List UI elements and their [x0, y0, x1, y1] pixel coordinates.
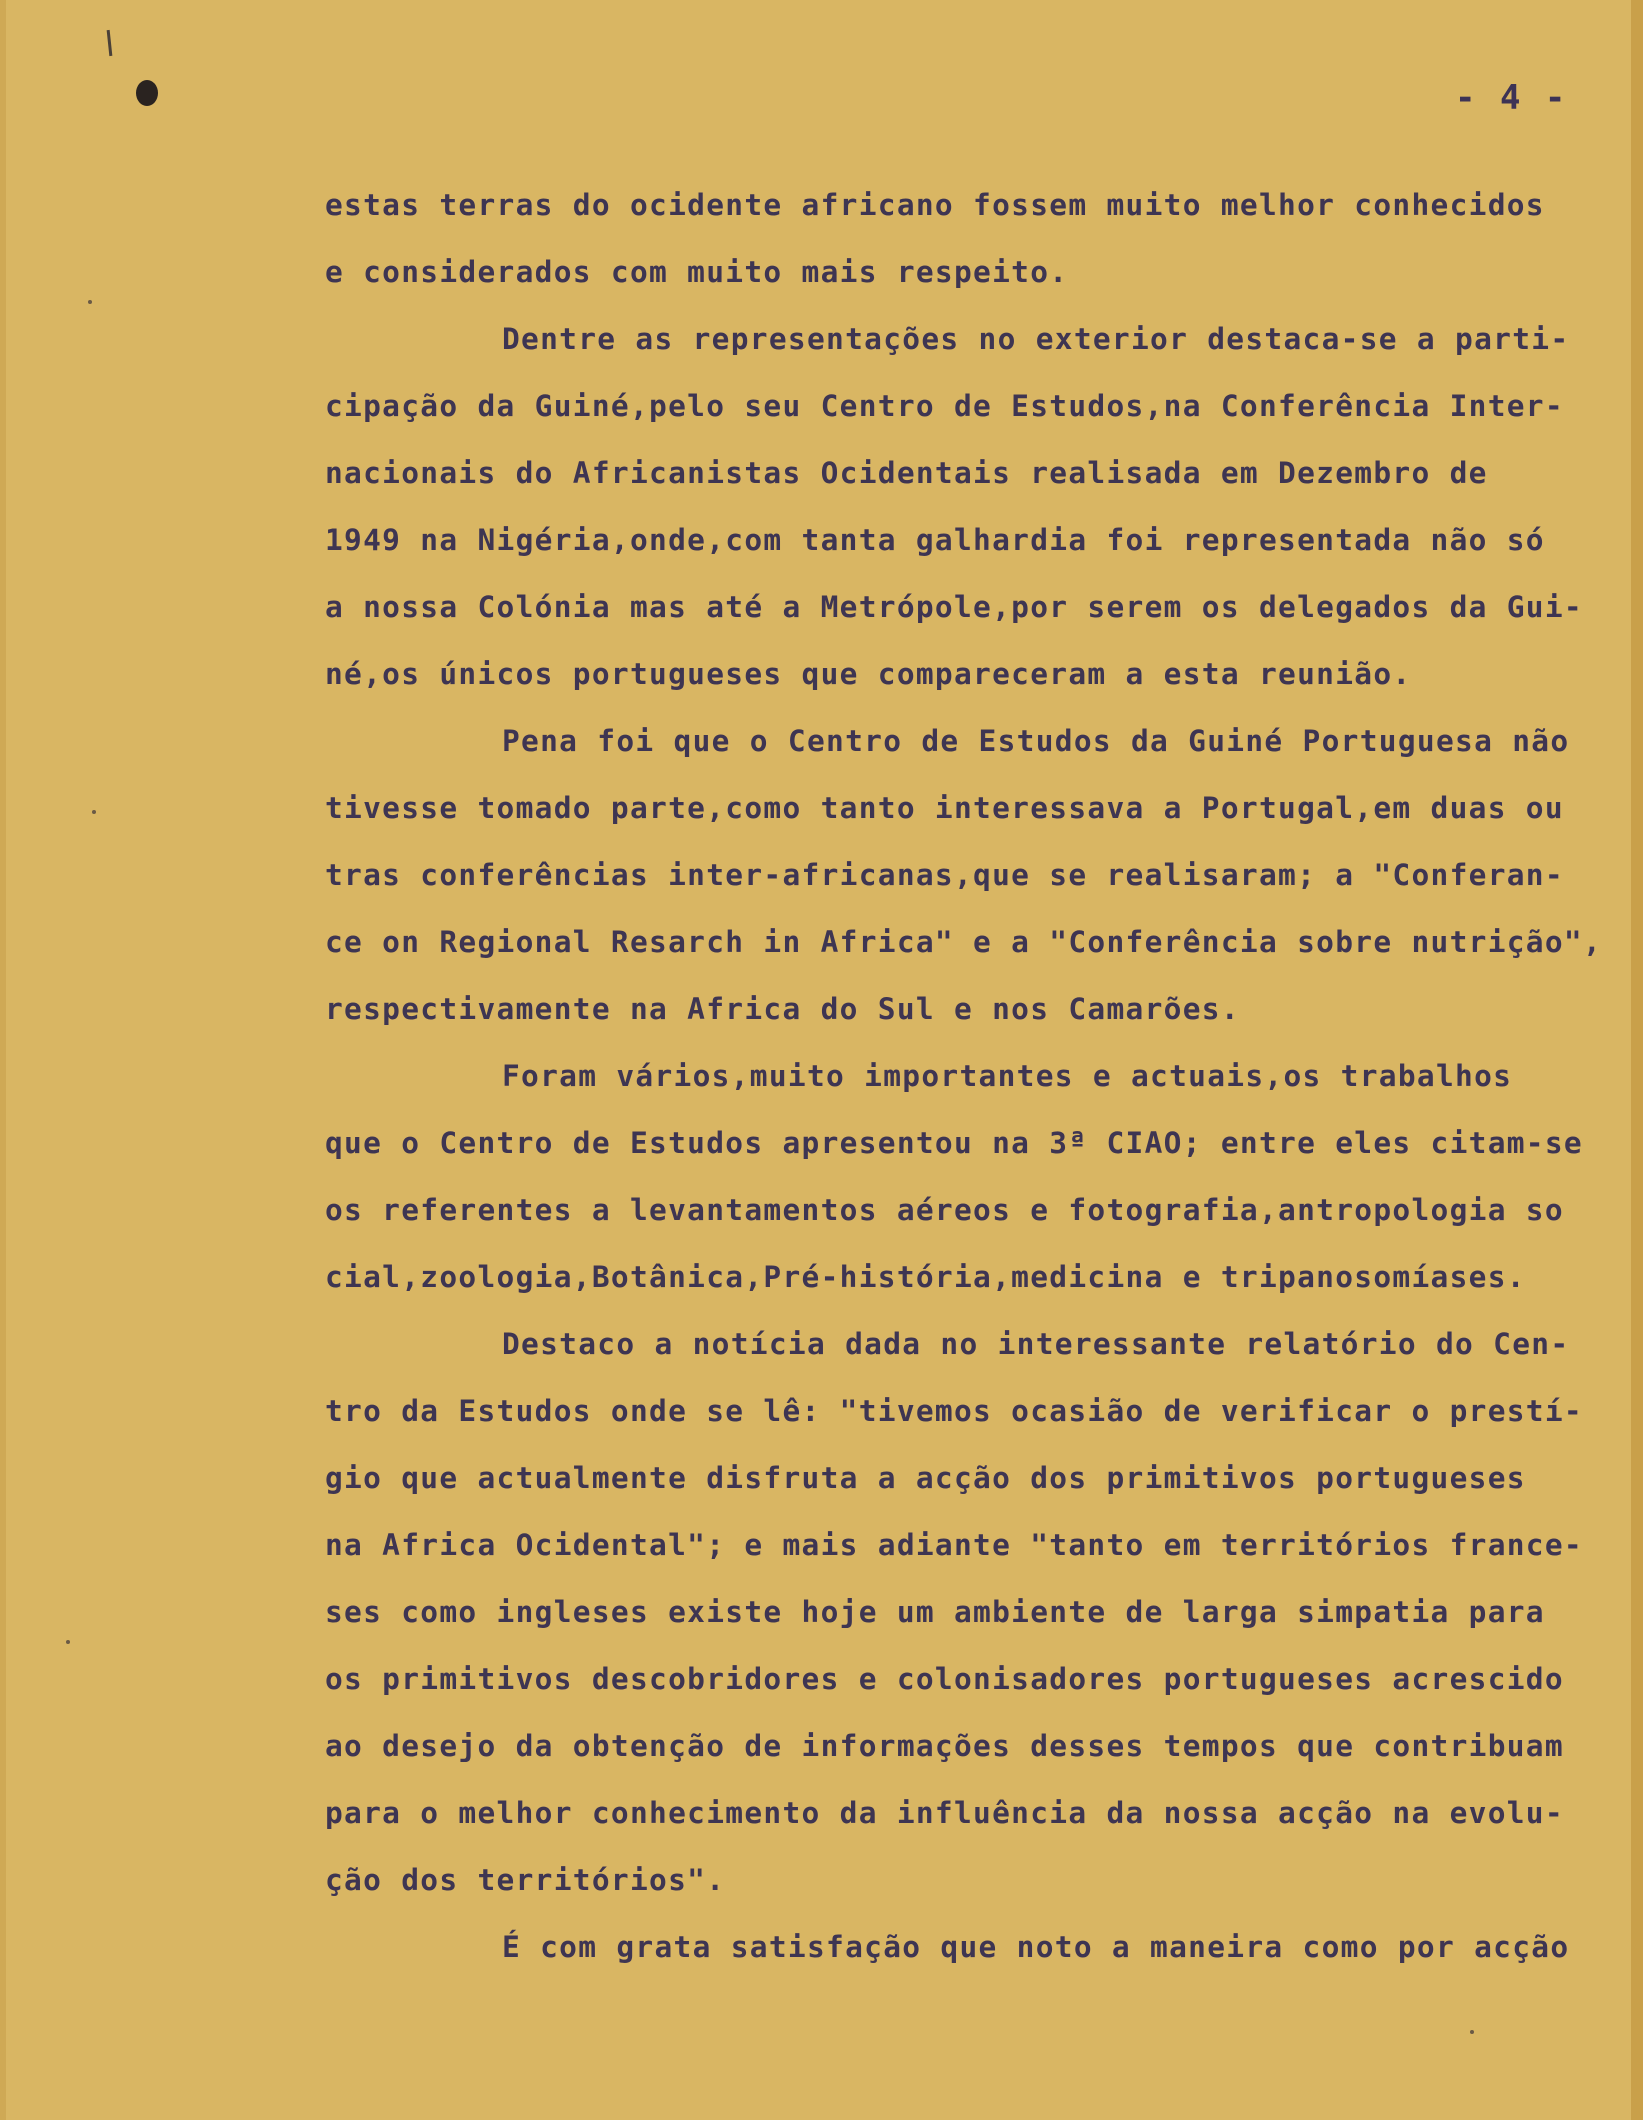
text-line: tro da Estudos onde se lê: "tivemos ocasião de verificar o prestí- [325, 1394, 1583, 1428]
paragraph-first-line: Destaco a notícia dada no interessante relatório do Cen- [502, 1327, 1570, 1361]
paragraph-first-line: Foram vários,muito importantes e actuais,os trabalhos [502, 1059, 1513, 1093]
paragraph-first-line: É com grata satisfação que noto a maneira como por acção [502, 1930, 1570, 1964]
text-line: 1949 na Nigéria,onde,com tanta galhardia foi representada não só [325, 523, 1545, 557]
text-line: tivesse tomado parte,como tanto interessava a Portugal,em duas ou [325, 791, 1564, 825]
text-line: tras conferências inter-africanas,que se realisaram; a "Conferan- [325, 858, 1564, 892]
paragraph-first-line: Dentre as representações no exterior destaca-se a parti- [502, 322, 1570, 356]
text-line: os referentes a levantamentos aéreos e fotografia,antropologia so [325, 1193, 1564, 1227]
paper-speck [1470, 2030, 1474, 2034]
paper-speck [92, 810, 96, 814]
text-line: que o Centro de Estudos apresentou na 3ª CIAO; entre eles citam-se [325, 1126, 1583, 1160]
punch-hole [136, 80, 158, 106]
page-left-edge [0, 0, 6, 2120]
text-line: a nossa Colónia mas até a Metrópole,por serem os delegados da Gui- [325, 590, 1583, 624]
text-line: ção dos territórios". [325, 1863, 726, 1897]
text-line: para o melhor conhecimento da influência da nossa acção na evolu- [325, 1796, 1564, 1830]
text-line: ao desejo da obtenção de informações desses tempos que contribuam [325, 1729, 1564, 1763]
text-line: né,os únicos portugueses que compareceram a esta reunião. [325, 657, 1412, 691]
text-line: cial,zoologia,Botânica,Pré-história,medicina e tripanosomíases. [325, 1260, 1526, 1294]
paper-speck [66, 1640, 70, 1644]
text-line: e considerados com muito mais respeito. [325, 255, 1069, 289]
pen-mark [107, 30, 113, 56]
text-line: ses como ingleses existe hoje um ambiente de larga simpatia para [325, 1595, 1545, 1629]
paper-speck [88, 300, 92, 304]
page-number: - 4 - [1455, 78, 1568, 118]
body-text [325, 172, 1635, 1981]
text-line: nacionais do Africanistas Ocidentais realisada em Dezembro de [325, 456, 1488, 490]
text-line: respectivamente na Africa do Sul e nos Camarões. [325, 992, 1240, 1026]
text-line: na Africa Ocidental"; e mais adiante "tanto em territórios france- [325, 1528, 1583, 1562]
text-line: estas terras do ocidente africano fossem muito melhor conhecidos [325, 188, 1545, 222]
text-line: ce on Regional Resarch in Africa" e a "Conferência sobre nutrição", [325, 925, 1603, 959]
text-line: gio que actualmente disfruta a acção dos primitivos portugueses [325, 1461, 1526, 1495]
text-line: cipação da Guiné,pelo seu Centro de Estudos,na Conferência Inter- [325, 389, 1564, 423]
paragraph-first-line: Pena foi que o Centro de Estudos da Guiné Portuguesa não [502, 724, 1570, 758]
text-line: os primitivos descobridores e colonisadores portugueses acrescido [325, 1662, 1564, 1696]
